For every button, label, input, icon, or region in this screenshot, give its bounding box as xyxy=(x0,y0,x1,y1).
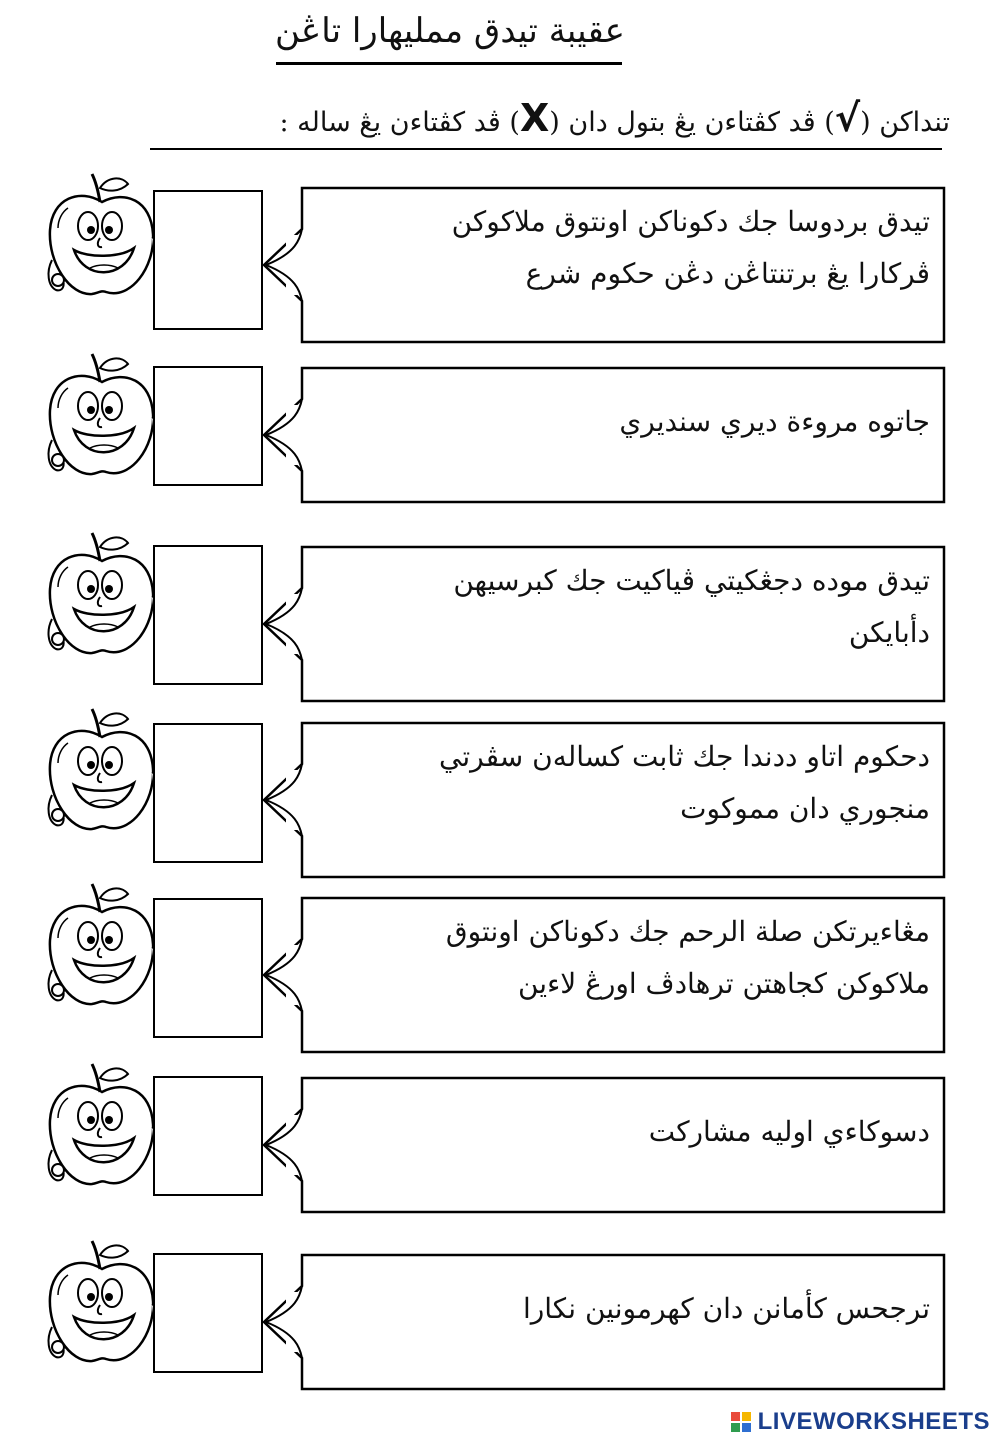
apple-mascot-icon xyxy=(40,348,165,488)
answer-box[interactable] xyxy=(153,190,263,330)
liveworksheets-logo-icon xyxy=(730,1411,752,1433)
statement-line-1: مڠاءيرتكن صلة الرحم جك دكوناكن اونتوق xyxy=(445,915,930,948)
apple-mascot-icon xyxy=(40,878,165,1018)
statement-row xyxy=(0,168,1000,328)
statement-row xyxy=(0,1058,1000,1218)
statement-line-1: ترجحس كأمانن دان كهرمونين نكارا xyxy=(522,1292,930,1325)
statement-arrow-frame xyxy=(262,1235,952,1435)
statement-row xyxy=(0,348,1000,508)
statement-text xyxy=(320,396,930,448)
instruction-text xyxy=(120,92,950,144)
statement-line-1: دسوكاءي اوليه مشاركت xyxy=(648,1115,930,1148)
page-title: عقيبة تيدق مملیهارا تاڠن xyxy=(275,11,625,51)
instruction-part-1: تنداكن ( xyxy=(860,107,950,138)
statement-text xyxy=(320,555,930,659)
answer-box[interactable] xyxy=(153,1076,263,1196)
statement-arrow-frame xyxy=(262,1058,952,1258)
cross-symbol: X xyxy=(519,96,550,140)
answer-box[interactable] xyxy=(153,723,263,863)
apple-mascot-icon xyxy=(40,1058,165,1198)
instruction-underline xyxy=(150,148,942,150)
instruction-part-3: ) ڤد كڤتاءن يڠ ساله : xyxy=(279,107,520,138)
instruction-part-2: ) ڤد كڤتاءن يڠ بتول دان ( xyxy=(549,107,835,138)
title-underline xyxy=(276,62,622,65)
statement-arrow-frame xyxy=(262,348,952,548)
statement-line-1: تيدق بردوسا جك دكوناكن اونتوق ملاكوكن xyxy=(451,205,930,238)
statement-text xyxy=(320,906,930,1010)
apple-mascot-icon xyxy=(40,1235,165,1375)
answer-box[interactable] xyxy=(153,366,263,486)
brand-name: LIVEWORKSHEETS xyxy=(757,1408,990,1435)
statement-row xyxy=(0,703,1000,863)
apple-mascot-icon xyxy=(40,527,165,667)
statement-text xyxy=(320,1106,930,1158)
statement-line-2: منجوري دان مموكوت xyxy=(680,792,930,825)
statement-row xyxy=(0,878,1000,1038)
statement-text xyxy=(320,196,930,300)
footer-brand xyxy=(730,1407,990,1437)
statement-text xyxy=(320,731,930,835)
statement-line-2: ملاكوكن كجاهتن ترهادڤ اورڠ لاءين xyxy=(517,967,930,1000)
statement-line-2: ڤركارا يڠ برتنتاڠن دڠن حكوم شرع xyxy=(525,257,930,290)
statement-line-1: جاتوه مروءة ديري سنديري xyxy=(619,405,930,438)
check-symbol: √ xyxy=(834,96,861,140)
statement-line-1: دحكوم اتاو ددندا جك ثابت كساله‌ن سڤرتي xyxy=(439,740,930,773)
statement-row xyxy=(0,1235,1000,1395)
statement-row xyxy=(0,527,1000,687)
apple-mascot-icon xyxy=(40,168,165,308)
apple-mascot-icon xyxy=(40,703,165,843)
statement-line-1: تيدق موده دجڠكيتي ڤياكيت جك كبرسيهن xyxy=(453,564,930,597)
answer-box[interactable] xyxy=(153,1253,263,1373)
answer-box[interactable] xyxy=(153,545,263,685)
answer-box[interactable] xyxy=(153,898,263,1038)
statement-line-2: دأبايكن xyxy=(848,616,930,649)
statement-text xyxy=(320,1283,930,1335)
